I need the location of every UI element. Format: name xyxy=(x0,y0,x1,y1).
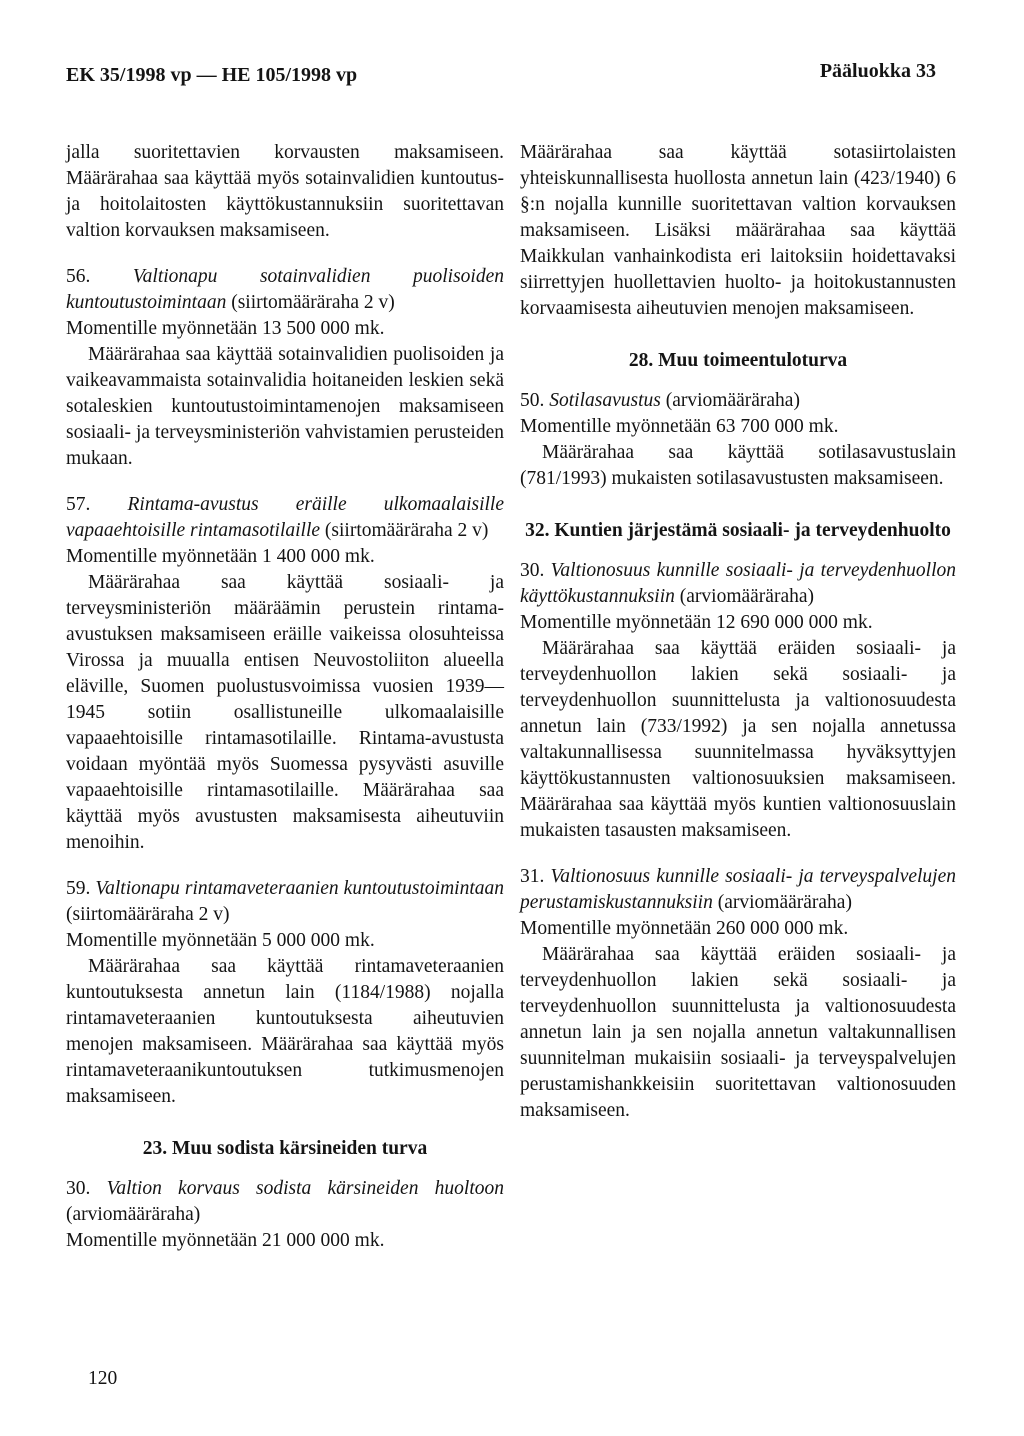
moment-amount: Momentille myönnetään 13 500 000 mk. xyxy=(66,318,385,339)
left-column xyxy=(66,140,504,1254)
item-title: Valtionapu sotainvalidien puolisoiden kuntoutustoimintaan xyxy=(66,266,504,313)
moment-amount: Momentille myönnetään 260 000 000 mk. xyxy=(520,918,849,939)
item-title: Valtionosuus kunnille sosiaali- ja terveyspalvelujen perustamiskustannuksiin xyxy=(520,866,956,913)
item-heading xyxy=(66,876,504,928)
paragraph: Määrärahaa saa käyttää sotainvalidien puolisoiden ja vaikeavammaista sotainvalidia hoitaneiden leskien sekä sotaleskien kuntoutustoimintamenojen maksamiseen sosiaali- ja terveysministeriön vahvistamien perusteiden mukaan. xyxy=(66,344,504,469)
moment-amount: Momentille myönnetään 12 690 000 000 mk. xyxy=(520,612,873,633)
paragraph: Määrärahaa saa käyttää sosiaali- ja terveysministeriön määräämin perustein rintama-avustuksen maksamiseen eräille vaikeissa olosuhteissa Virossa ja muualla entisen Neuvostoliiton alueella eläville, Suomen puolustusvoimissa vuosien 1939—1945 sotiin osallistuneille ulkomaalaisille vapaaehtoisille rintamasotilaille. Rintama-avustusta voidaan myöntää myös Suomessa pysyvästi asuville vapaaehtoisille rintamasotilaille. Määrärahaa saa käyttää myös avustusten maksamisesta aiheutuviin menoihin. xyxy=(66,572,504,853)
section-heading xyxy=(520,518,956,544)
item-type: (siirtomääräraha 2 v) xyxy=(66,904,230,925)
moment-amount: Momentille myönnetään 1 400 000 mk. xyxy=(66,546,375,567)
item-50 xyxy=(520,388,956,492)
section-number: 28. xyxy=(628,350,654,371)
item-30 xyxy=(66,1176,504,1254)
item-type: (siirtomääräraha 2 v) xyxy=(231,292,395,313)
section-number: 32. xyxy=(525,520,550,541)
item-number: 50. xyxy=(520,390,545,411)
item-heading xyxy=(520,558,956,610)
item-type: (arviomääräraha) xyxy=(66,1204,201,1225)
item-heading xyxy=(66,1176,504,1228)
item-title: Rintama-avustus eräille ulkomaalaisille vapaaehtoisille rintamasotilaille xyxy=(66,494,504,541)
paragraph: Määrärahaa saa käyttää eräiden sosiaali- ja terveydenhuollon lakien sekä sosiaali- ja terveydenhuollon suunnittelusta ja valtionosuudesta annetun lain (733/1992) ja sen nojalla annetussa valtakunnallisessa suunnitelmassa hyväksyttyjen käyttökustannusten valtionosuuksien maksamiseen. Määrärahaa saa käyttää myös kuntien valtionosuuslain mukaisten tasausten maksamiseen. xyxy=(520,638,956,841)
item-56 xyxy=(66,264,504,472)
section-title: Kuntien järjestämä sosiaali- ja terveydenhuolto xyxy=(554,520,951,541)
section-title: Muu sodista kärsineiden turva xyxy=(172,1138,428,1159)
item-title: Sotilasavustus xyxy=(549,390,661,411)
moment-amount: Momentille myönnetään 21 000 000 mk. xyxy=(66,1230,385,1251)
item-number: 30. xyxy=(66,1178,91,1199)
moment-amount: Momentille myönnetään 63 700 000 mk. xyxy=(520,416,839,437)
item-heading xyxy=(66,264,504,316)
item-number: 59. xyxy=(66,878,91,899)
item-number: 56. xyxy=(66,266,91,287)
section-number: 23. xyxy=(142,1138,168,1159)
paragraph: Määrärahaa saa käyttää sotasiirtolaisten yhteiskunnallisesta huollosta annetun lain (423/1940) 6 §:n nojalla kunnille suoritettavan valtion korvauksen maksamiseen. Lisäksi määrärahaa saa käyttää Maikkulan vanhainkodista eri laitoksiin hoidettavaksi siirrettyjen huollettavien huolto- ja hoitokustannusten korvaamisesta aiheutuvien menojen maksamiseen. xyxy=(520,142,956,319)
paragraph: jalla suoritettavien korvausten maksamiseen. Määrärahaa saa käyttää myös sotainvalidien kuntoutus- ja hoitolaitosten käyttökustannuksiin suoritettavan valtion korvauksen maksamiseen. xyxy=(66,142,504,241)
item-title: Valtionosuus kunnille sosiaali- ja terveydenhuollon käyttökustannuksiin xyxy=(520,560,957,607)
page-number: 120 xyxy=(88,1368,118,1389)
item-59 xyxy=(66,876,504,1110)
section-heading xyxy=(66,1136,504,1162)
item-heading xyxy=(520,864,956,916)
item-type: (arviomääräraha) xyxy=(679,586,814,607)
item-57 xyxy=(66,492,504,856)
paragraph: Määrärahaa saa käyttää eräiden sosiaali- ja terveydenhuollon lakien sekä sosiaali- ja terveydenhuollon suunnittelusta ja valtionosuudesta annetun lain ja sen nojalla annetun valtakunnallisen suunnitelman mukaisiin sosiaali- ja terveyspalvelujen perustamishankkeisiin suoritettavan valtionosuuden maksamiseen. xyxy=(520,944,956,1121)
section-title: Muu toimeentuloturva xyxy=(658,350,848,371)
running-header: EK 35/1998 vp — HE 105/1998 vp xyxy=(66,64,358,86)
item-number: 30. xyxy=(520,560,545,581)
chapter-header: Pääluokka 33 xyxy=(819,60,936,82)
right-column xyxy=(520,140,956,1124)
item-type: (arviomääräraha) xyxy=(665,390,800,411)
item-title: Valtion korvaus sodista kärsineiden huoltoon xyxy=(106,1178,504,1199)
item-31 xyxy=(520,864,956,1124)
item-type: (siirtomääräraha 2 v) xyxy=(324,520,489,541)
section-heading xyxy=(520,348,956,374)
paragraph: Määrärahaa saa käyttää rintamaveteraanien kuntoutuksesta annetun lain (1184/1988) nojalla rintamaveteraanien kuntoutuksesta aiheutuvien menojen maksamiseen. Määrärahaa saa käyttää myös rintamaveteraanikuntoutuksen tutkimusmenojen maksamiseen. xyxy=(66,956,504,1107)
item-heading xyxy=(520,388,956,414)
item-heading xyxy=(66,492,504,544)
item-number: 31. xyxy=(520,866,545,887)
item-number: 57. xyxy=(66,494,91,515)
item-title: Valtionapu rintamaveteraanien kuntoutustoimintaan xyxy=(95,878,505,899)
moment-amount: Momentille myönnetään 5 000 000 mk. xyxy=(66,930,375,951)
item-30 xyxy=(520,558,956,844)
paragraph: Määrärahaa saa käyttää sotilasavustuslain (781/1993) mukaisten sotilasavustusten maksamiseen. xyxy=(520,442,956,489)
item-type: (arviomääräraha) xyxy=(717,892,852,913)
